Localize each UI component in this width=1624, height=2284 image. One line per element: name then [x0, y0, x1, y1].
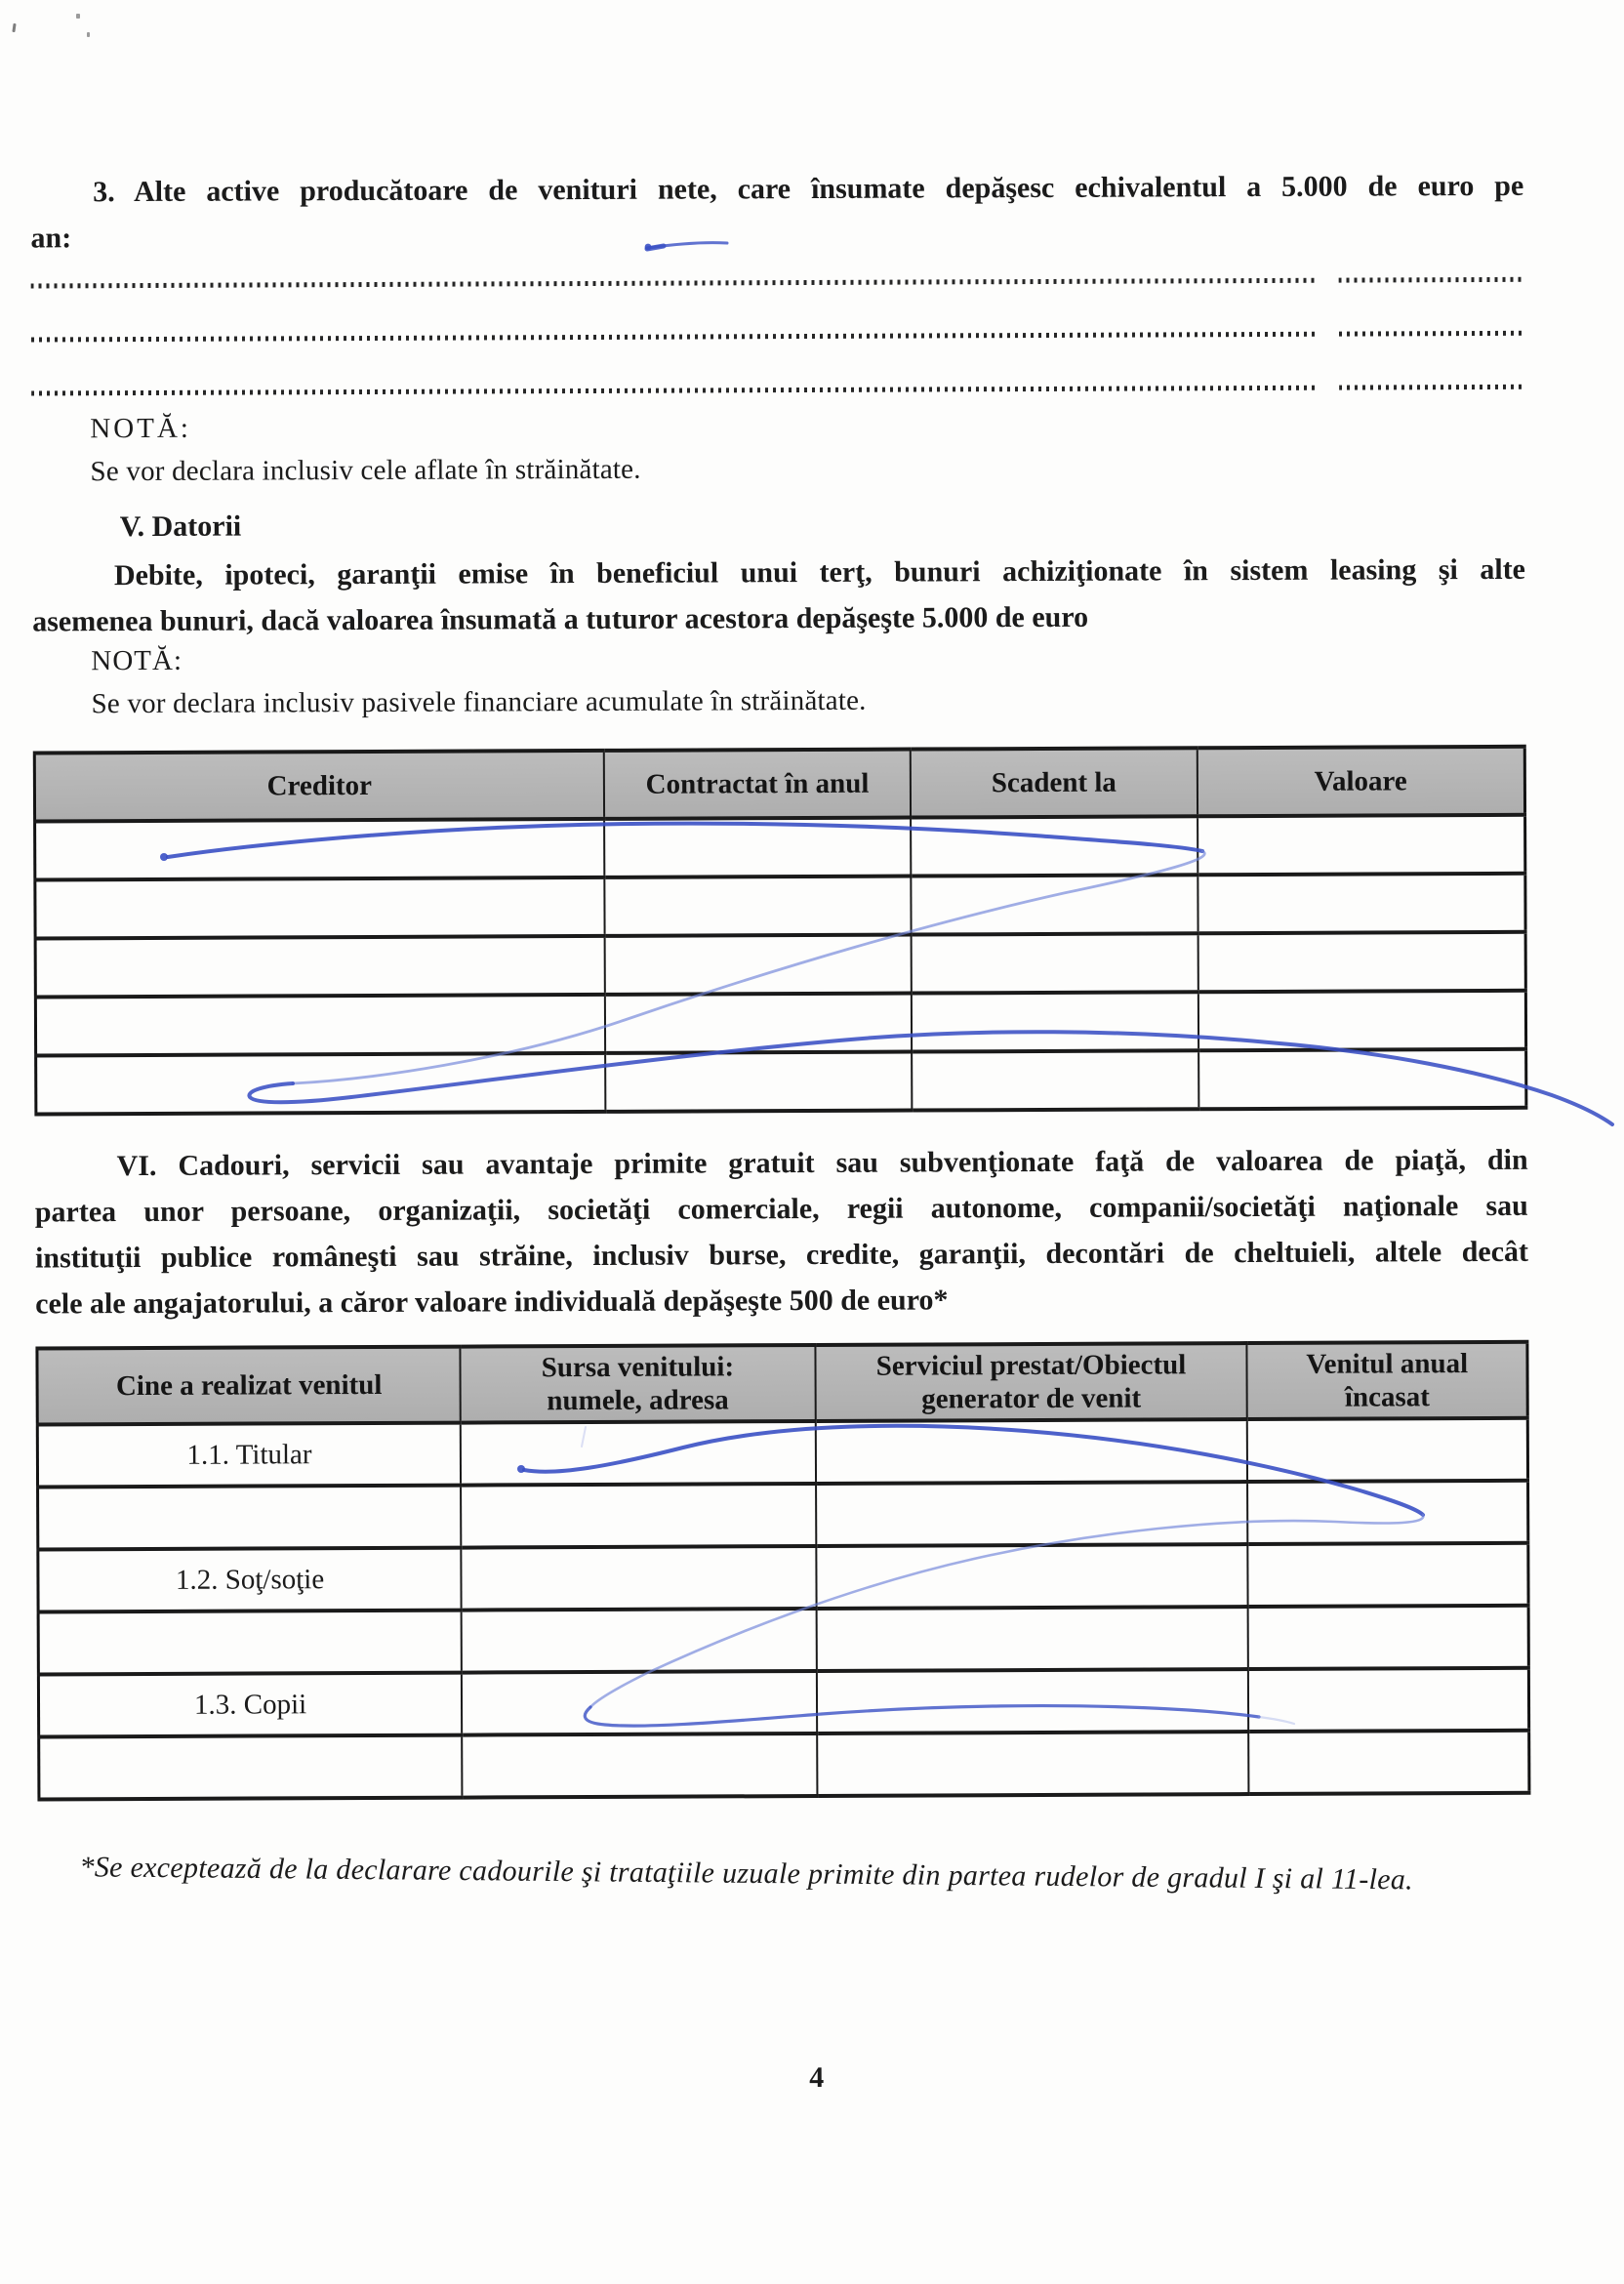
empty-cell — [1248, 1543, 1528, 1607]
row-label — [38, 1486, 462, 1550]
table-row — [39, 1731, 1529, 1800]
table-row — [35, 815, 1525, 880]
dots — [31, 332, 1316, 343]
empty-cell — [461, 1421, 816, 1486]
section5-paragraph — [32, 547, 1525, 645]
empty-cell — [1198, 815, 1525, 875]
empty-cell — [1198, 1049, 1526, 1109]
empty-cell — [604, 877, 912, 936]
paragraph-line: instituţii publice româneşti sau străine, inclusiv burse, credite, garanţii, decontări de cheltuieli, altele decât — [34, 1235, 1529, 1275]
table-row — [35, 991, 1525, 1056]
heading-line: 3. Alte active producătoare de venituri nete, care însumate depăşesc echivalentul a 5.000 de euro pe — [93, 169, 1524, 209]
table-row-titular — [37, 1418, 1527, 1488]
dotted-answer-line — [31, 331, 1524, 343]
nota-block-section3 — [90, 401, 1456, 493]
empty-cell — [912, 992, 1198, 1051]
row-label: 1.2. Soţ/soţie — [38, 1548, 462, 1612]
header-serviciul: Serviciul prestat/Obiectul generator de venit — [815, 1343, 1247, 1421]
empty-cell — [1198, 932, 1525, 992]
table-row-copii — [38, 1668, 1528, 1737]
paragraph-line: VI. Cadouri, servicii sau avantaje primite gratuit sau subvenţionate faţă de valoarea de piaţă, din — [116, 1143, 1528, 1183]
empty-cell — [605, 1052, 913, 1112]
paragraph-line: partea unor persoane, organizaţii, societăţi comerciale, regii autonome, companii/societăţi naţionale sau — [34, 1189, 1528, 1229]
empty-cell — [1248, 1606, 1528, 1669]
table-row-sot-sotie — [38, 1543, 1528, 1612]
table-row — [36, 1049, 1526, 1115]
empty-cell — [1198, 874, 1525, 933]
empty-cell — [1249, 1731, 1529, 1794]
empty-cell — [816, 1482, 1248, 1546]
section3-heading — [30, 163, 1523, 262]
empty-cell — [816, 1544, 1248, 1609]
table-row — [38, 1606, 1528, 1675]
empty-cell — [35, 877, 605, 939]
paragraph-line: cele ale angajatorului, a căror valoare individuală depăşeşte 500 de euro* — [35, 1284, 949, 1321]
row-label — [38, 1611, 462, 1675]
table-row — [38, 1481, 1528, 1550]
nota-text: Se vor declara inclusiv pasivele financiare acumulate în străinătate. — [91, 684, 867, 720]
empty-cell — [912, 875, 1198, 934]
debts-table-header-row — [34, 747, 1524, 822]
empty-cell — [1198, 991, 1525, 1050]
header-valoare: Valoare — [1197, 747, 1524, 816]
empty-cell — [816, 1607, 1248, 1671]
empty-cell — [462, 1671, 817, 1735]
empty-cell — [604, 935, 912, 995]
empty-cell — [605, 994, 913, 1053]
empty-cell — [1248, 1668, 1528, 1732]
gifts-table-header-row — [37, 1342, 1527, 1425]
empty-cell — [604, 818, 912, 877]
empty-cell — [815, 1419, 1247, 1484]
dotted-answer-line — [31, 385, 1524, 396]
header-cine: Cine a realizat venitul — [37, 1347, 461, 1425]
dots — [1339, 331, 1524, 337]
empty-cell — [912, 933, 1198, 993]
debts-table — [33, 745, 1528, 1117]
empty-cell — [911, 816, 1197, 876]
empty-cell — [462, 1733, 817, 1798]
empty-cell — [912, 1050, 1198, 1110]
nota-text: Se vor declara inclusiv cele aflate în străinătate. — [90, 453, 641, 488]
empty-cell — [35, 995, 605, 1056]
dots — [31, 386, 1316, 396]
empty-cell — [1247, 1418, 1527, 1482]
nota-label: NOTĂ: — [91, 644, 183, 677]
header-venitul: Venitul anual încasat — [1247, 1342, 1527, 1419]
row-label — [39, 1735, 463, 1800]
gifts-table — [35, 1340, 1530, 1802]
nota-block-section5 — [91, 633, 1457, 725]
header-scadent: Scadent la — [911, 748, 1197, 817]
empty-cell — [816, 1669, 1248, 1733]
header-creditor: Creditor — [34, 751, 604, 822]
row-label: 1.3. Copii — [38, 1673, 462, 1737]
empty-cell — [462, 1609, 817, 1673]
empty-cell — [817, 1732, 1249, 1796]
footnote: *Se exceptează de la declarare cadourile şi trataţiile uzuale primite din partea rudelor de gradul I şi al 11-lea. — [79, 1851, 1414, 1897]
empty-cell — [461, 1546, 816, 1611]
empty-cell — [1247, 1481, 1527, 1544]
paragraph-line: asemenea bunuri, dacă valoarea însumată a tuturor acestora depăşeşte 5.000 de euro — [32, 600, 1089, 638]
dots — [31, 278, 1316, 289]
header-sursa: Sursa venitului: numele, adresa — [461, 1345, 816, 1423]
empty-cell — [35, 819, 605, 880]
table-row — [35, 874, 1525, 939]
table-row — [35, 932, 1525, 998]
dots — [1339, 277, 1524, 283]
paragraph-line: Debite, ipoteci, garanţii emise în beneficiul unui terţ, bunuri achiziţionate în sistem leasing şi alte — [113, 552, 1526, 592]
empty-cell — [36, 1053, 606, 1115]
heading-line: an: — [30, 222, 72, 255]
empty-cell — [461, 1484, 816, 1548]
dotted-answer-line — [31, 277, 1524, 289]
section5-title: V. Datorii — [119, 510, 242, 544]
nota-label: NOTĂ: — [90, 412, 192, 445]
header-contractat: Contractat în anul — [604, 750, 912, 819]
dots — [1339, 385, 1524, 390]
section6-paragraph — [35, 1137, 1529, 1327]
empty-cell — [35, 936, 605, 998]
page-number: 4 — [809, 2060, 825, 2095]
row-label: 1.1. Titular — [37, 1423, 461, 1488]
